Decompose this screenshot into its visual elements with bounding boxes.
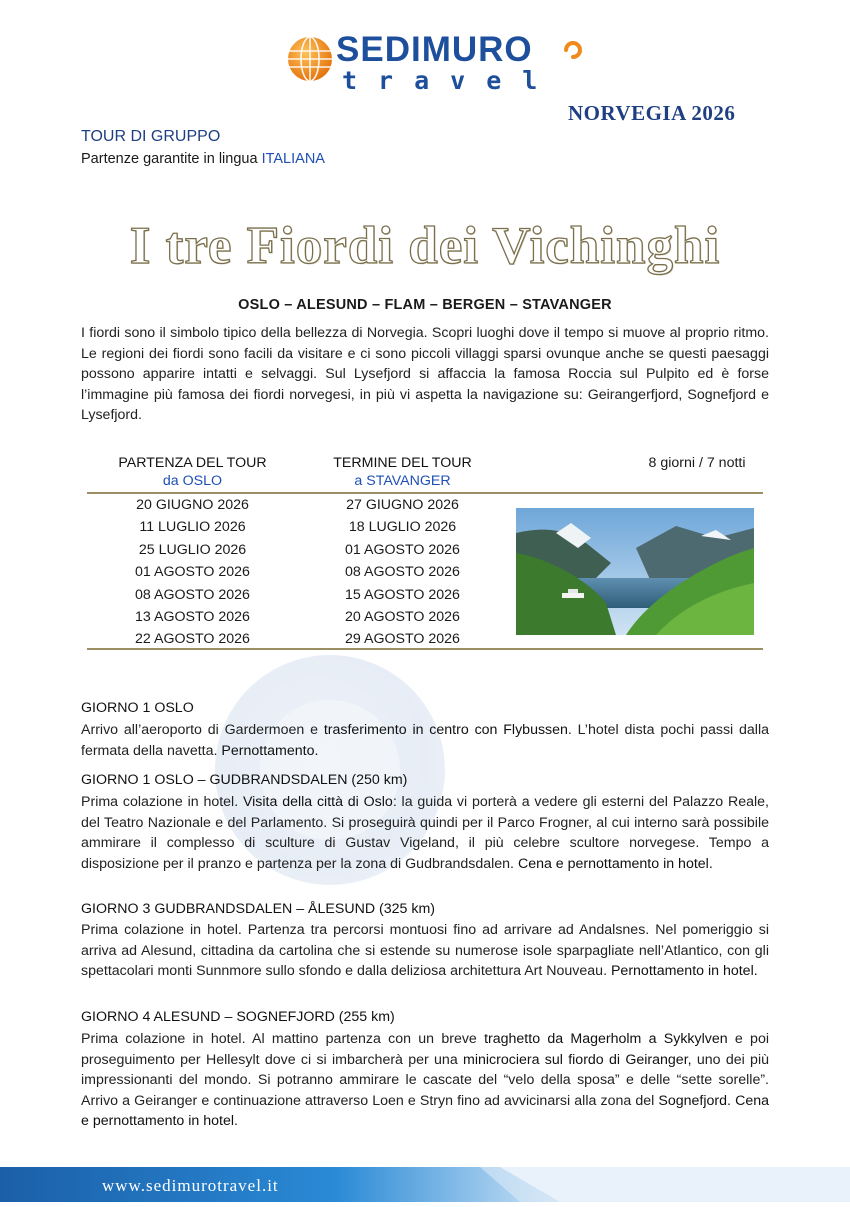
highlight-text: trasferimento in centro con Flybussen bbox=[323, 722, 568, 738]
text-segment: Prima colazione in hotel. bbox=[81, 794, 243, 810]
text-segment: . bbox=[727, 1092, 736, 1109]
day-4-title: GIORNO 4 ALESUND – SOGNEFJORD (255 km) bbox=[81, 1009, 395, 1025]
company-logo bbox=[286, 30, 586, 95]
highlight-text: Cena e pernottamento in hotel. bbox=[517, 855, 713, 872]
end-city: a STAVANGER bbox=[354, 473, 451, 489]
end-date: 20 AGOSTO 2026 bbox=[345, 608, 460, 625]
text-segment: Prima colazione in hotel. Partenza tra percorsi montuosi fino ad arrivare ad Andalsnes. Nel pomeriggio si arriva ad Alesund, cittadina da cartolina che si estende su numerose isole sparpagliate nell’Atlantico, con gli spettacolari monti Sunnmore sullo sfondo e dalla deliziosa architettura Art Nouveau. bbox=[81, 922, 769, 980]
day-1-title: GIORNO 1 OSLO bbox=[81, 700, 194, 716]
end-date: 18 LUGLIO 2026 bbox=[348, 519, 457, 536]
highlight-text: Pernottamento in hotel. bbox=[610, 963, 758, 980]
end-header: TERMINE DEL TOUR bbox=[333, 455, 472, 471]
departure-date: 20 GIUGNO 2026 bbox=[136, 497, 249, 513]
departure-header: PARTENZA DEL TOUR bbox=[118, 455, 267, 471]
intro-paragraph: I fiordi sono il simbolo tipico della bellezza di Norvegia. Scopri luoghi dove il tempo si muove al proprio ritmo. Le regioni dei fiordi sono facili da visitare e ci sono piccoli villaggi sparsi ovunque anche se questi paesaggi possono apparire intatti e selvaggi. Sul Lysefjord si affaccia la famosa Roccia sul Pulpito ed è forse l’immagine più famosa dei fiordi norvegesi, in più vi aspetta la navigazione su: Geirangerfjord, Sognefjord e Lysefjord. bbox=[81, 325, 769, 424]
table-row bbox=[90, 516, 510, 538]
subtitle-prefix: Partenze garantite in lingua bbox=[81, 151, 262, 167]
text-segment: : la guida vi porterà a vedere gli esterni del Palazzo Reale, del Teatro Nazionale e del Parlamento. Si proseguirà quindi per il Parco Frogner, al cui interno sarà possibile ammirare il complesso di sculture di Gustav Vigeland, il più celebre scultore norvegese. Tempo a disposizione per il pranzo e partenza per la zona di Gudbrandsdalen. bbox=[81, 794, 769, 872]
departure-date: 01 AGOSTO 2026 bbox=[135, 564, 250, 581]
text-segment: Arrivo all’aeroporto di Gardermoen e bbox=[81, 722, 324, 738]
trip-heading: NORVEGIA 2026 bbox=[568, 101, 736, 125]
highlight-text: Pernottamento. bbox=[221, 742, 319, 759]
end-date: 27 GIUGNO 2026 bbox=[346, 497, 459, 513]
text-segment: . L’hotel dista pochi passi dalla fermata della navetta. bbox=[81, 722, 769, 759]
text-segment: Prima colazione in hotel. Al mattino partenza con un breve bbox=[81, 1031, 485, 1047]
table-row bbox=[90, 584, 510, 606]
departure-date: 11 LUGLIO 2026 bbox=[139, 519, 246, 536]
fjord-photo bbox=[516, 508, 754, 635]
departures-table bbox=[90, 494, 510, 651]
end-date: 08 AGOSTO 2026 bbox=[345, 564, 460, 581]
table-row bbox=[90, 561, 510, 583]
table-row bbox=[90, 606, 510, 628]
day-4-description bbox=[81, 1029, 769, 1132]
table-row bbox=[90, 494, 510, 516]
subtitle-language: ITALIANA bbox=[261, 151, 325, 167]
text-segment: uno dei più impressionanti del mondo. Si potranno ammirare le cascate del “velo della sposa” e delle “sette sorelle”. Arrivo a Geiranger e continuazione attraverso Loen e Stryn fino ad avvicinarsi alla zona del bbox=[81, 1051, 769, 1109]
logo-subtitle: travel bbox=[342, 66, 559, 95]
departure-date: 25 LUGLIO 2026 bbox=[138, 541, 247, 558]
page-title: I tre Fiordi dei Vichinghi bbox=[129, 217, 721, 275]
highlight-text: Visita della città di Oslo bbox=[242, 794, 393, 810]
departure-date: 22 AGOSTO 2026 bbox=[135, 631, 250, 648]
subtitle bbox=[81, 151, 325, 167]
highlight-text: minicrociera sul fiordo di Geiranger, bbox=[463, 1051, 692, 1068]
day-2-description bbox=[81, 792, 769, 874]
highlight-text: Cena e pernottamento in hotel bbox=[81, 1092, 769, 1130]
table-row bbox=[90, 539, 510, 561]
day-3-title: GIORNO 3 GUDBRANDSDALEN – ÅLESUND (325 km) bbox=[81, 901, 435, 917]
logo-swirl-icon bbox=[562, 39, 584, 61]
departure-city: da OSLO bbox=[162, 473, 223, 489]
logo-brand: SEDIMURO bbox=[336, 30, 533, 69]
day-3-description bbox=[81, 920, 769, 982]
website-link[interactable]: www.sedimurotravel.it bbox=[102, 1176, 279, 1195]
end-date: 15 AGOSTO 2026 bbox=[345, 586, 460, 603]
tour-type: TOUR DI GRUPPO bbox=[81, 128, 221, 145]
highlight-text: traghetto da Magerholm a Sykkylven bbox=[484, 1031, 728, 1047]
duration: 8 giorni / 7 notti bbox=[648, 455, 746, 471]
end-date: 01 AGOSTO 2026 bbox=[345, 541, 460, 558]
day-1-description bbox=[81, 720, 769, 761]
text-segment: e poi proseguimento per Hellesylt dove ci si imbarcherà per una bbox=[81, 1031, 769, 1068]
day-2-title: GIORNO 1 OSLO – GUDBRANDSDALEN (250 km) bbox=[81, 772, 408, 788]
text-segment: . bbox=[234, 1113, 238, 1130]
table-rule-bottom bbox=[87, 648, 763, 650]
end-date: 29 AGOSTO 2026 bbox=[345, 631, 460, 648]
highlight-text: Sognefjord bbox=[658, 1092, 728, 1109]
departure-date: 13 AGOSTO 2026 bbox=[135, 608, 250, 625]
departure-date: 08 AGOSTO 2026 bbox=[135, 586, 250, 603]
route: OSLO – ALESUND – FLAM – BERGEN – STAVANGER bbox=[238, 297, 612, 313]
globe-icon bbox=[286, 35, 336, 85]
